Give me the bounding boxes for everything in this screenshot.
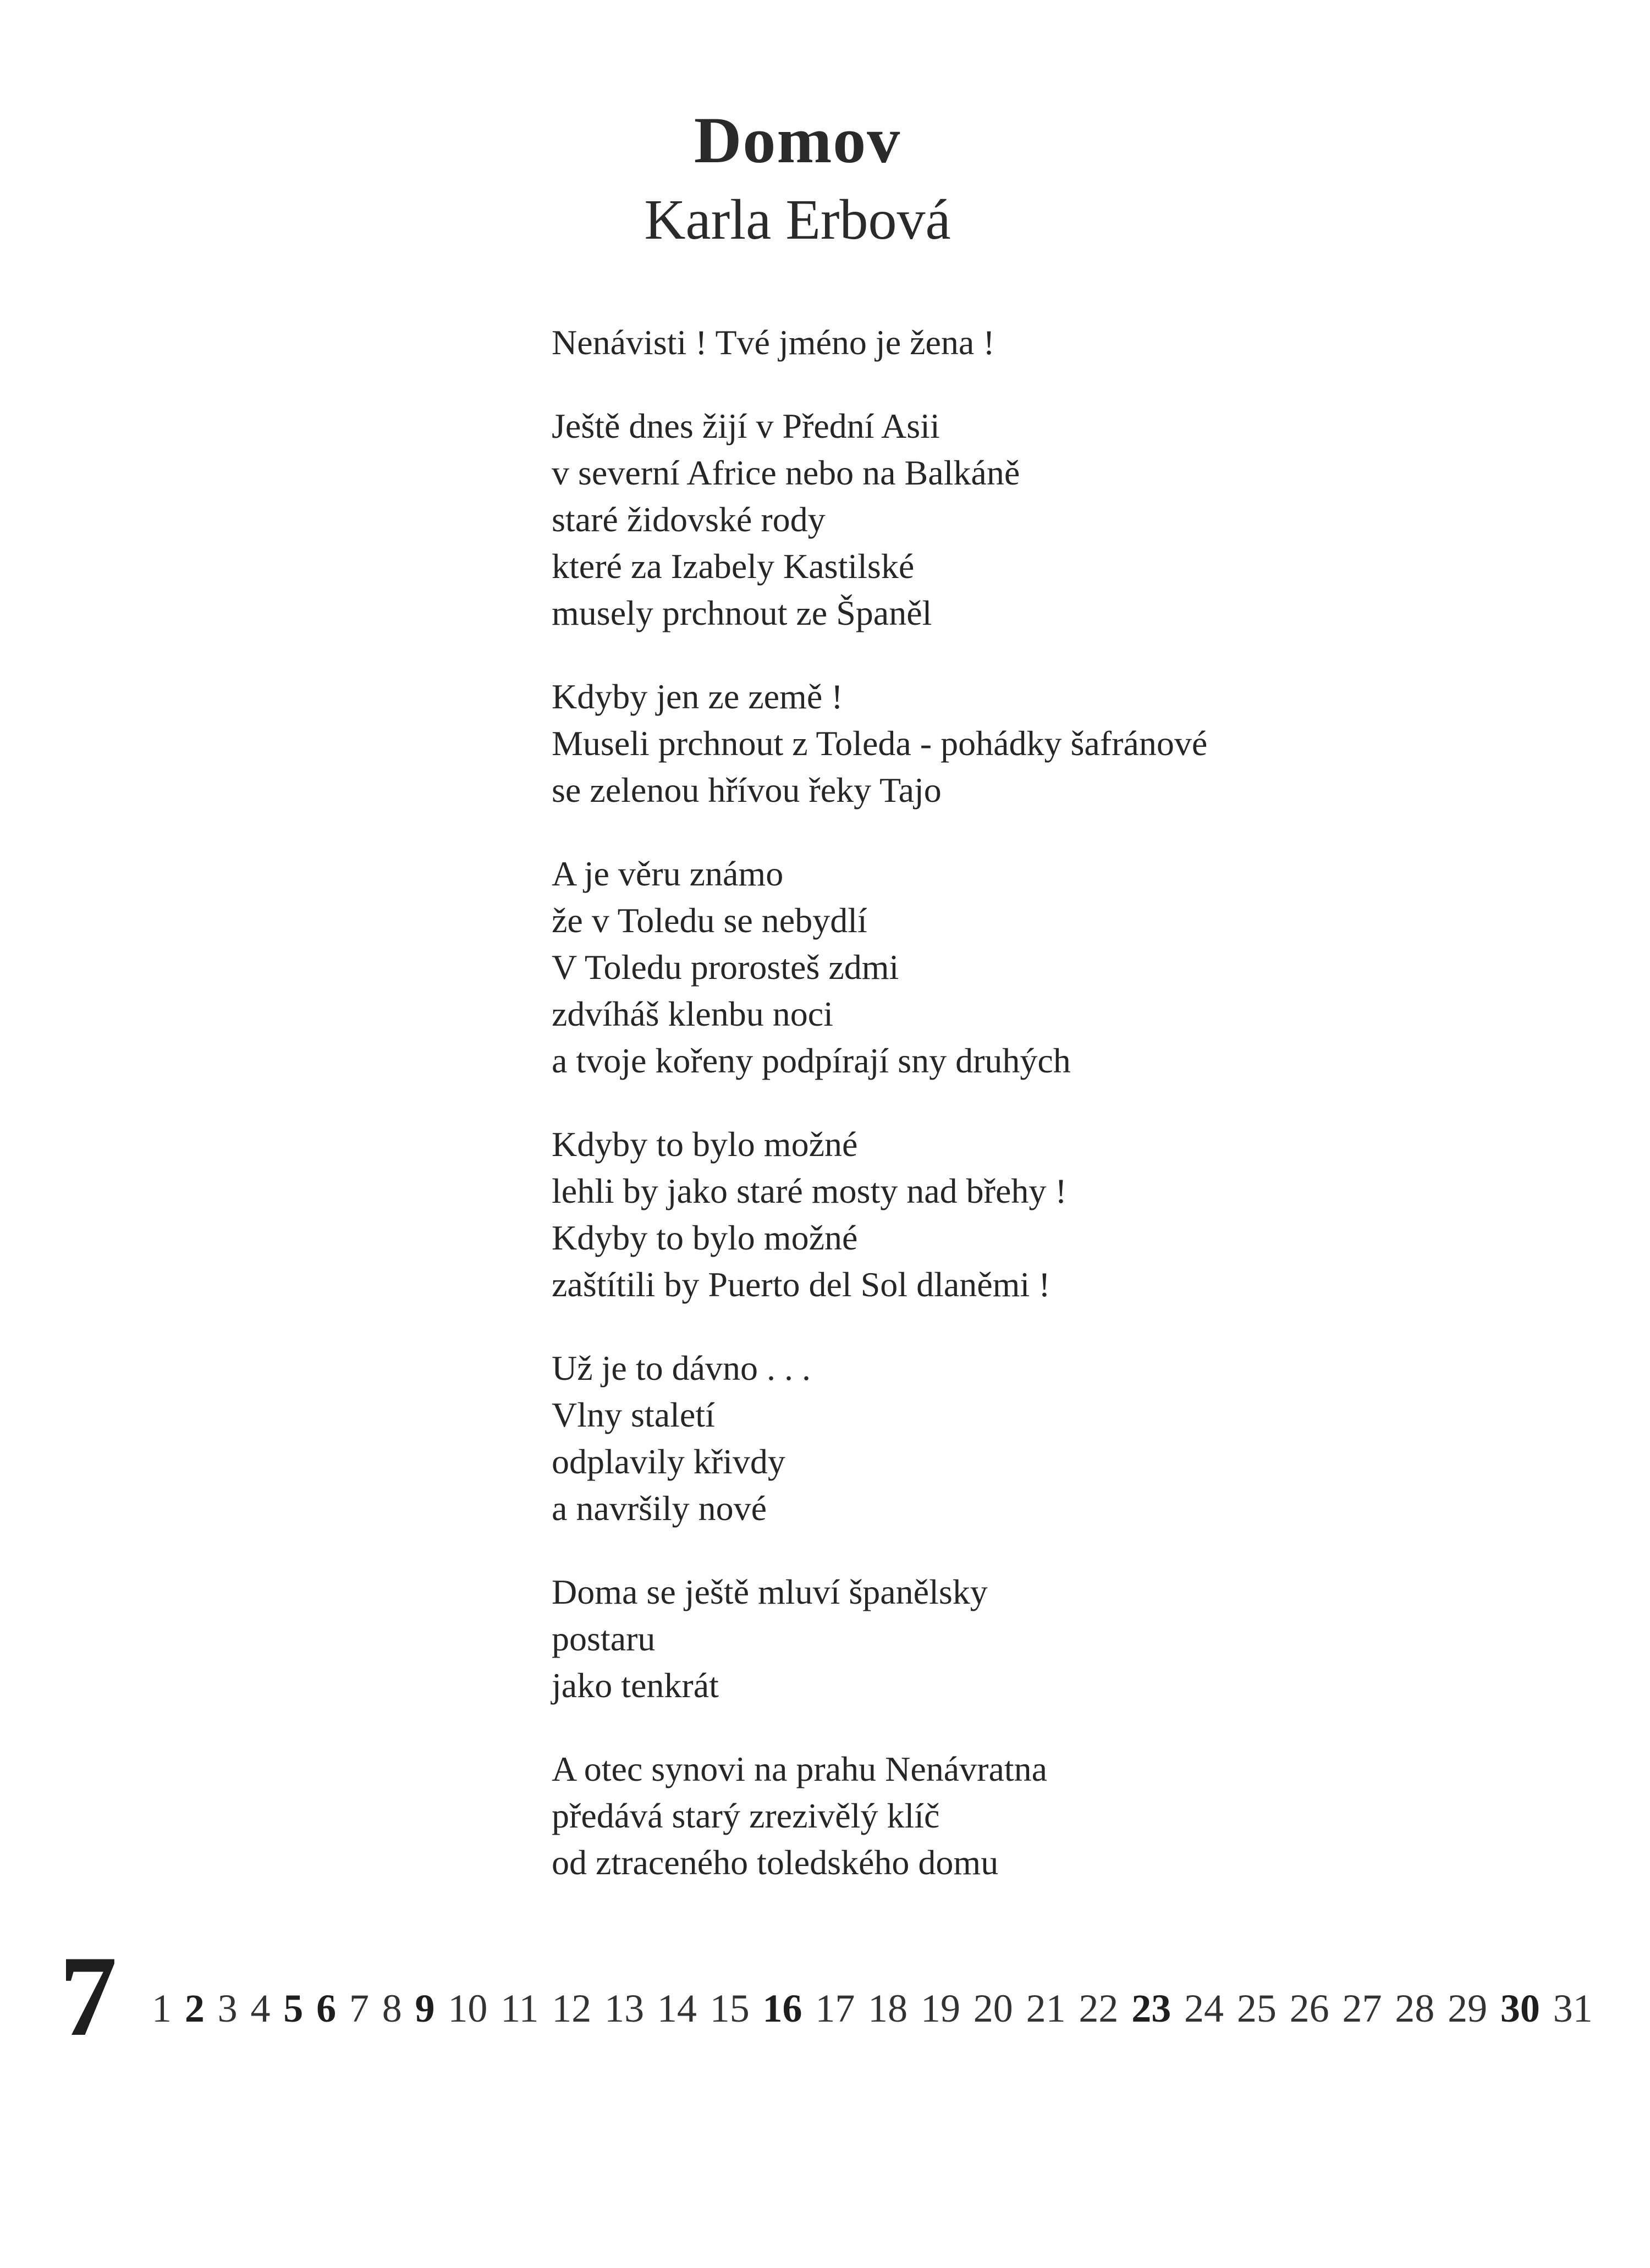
poem-line: Nenávisti ! Tvé jméno je žena ! xyxy=(552,323,995,362)
calendar-day: 24 xyxy=(1184,1986,1224,2030)
calendar-day: 7 xyxy=(349,1986,369,2030)
poem-line: Už je to dávno . . . xyxy=(552,1348,811,1388)
poem-stanza xyxy=(552,673,1597,813)
poem-line: předává starý zrezivělý klíč xyxy=(552,1796,940,1835)
poem-line: a navršily nové xyxy=(552,1489,767,1528)
calendar-day: 13 xyxy=(604,1986,645,2030)
calendar-day: 12 xyxy=(552,1986,592,2030)
calendar-day: 29 xyxy=(1448,1986,1488,2030)
poem-line: Museli prchnout z Toleda - pohádky šafránové xyxy=(552,724,1208,763)
calendar-day: 8 xyxy=(382,1986,402,2030)
poem-line: Kdyby to bylo možné xyxy=(552,1125,858,1164)
poem-title: Domov xyxy=(694,103,901,177)
calendar-day: 10 xyxy=(448,1986,488,2030)
calendar-day: 14 xyxy=(657,1986,697,2030)
poem-line: Vlny staletí xyxy=(552,1395,715,1434)
poem-line: Doma se ještě mluví španělsky xyxy=(552,1572,988,1611)
poem-line: odplavily křivdy xyxy=(552,1442,785,1481)
poem-line: Ještě dnes žijí v Přední Asii xyxy=(552,406,940,445)
calendar-day: 5 xyxy=(283,1986,304,2030)
calendar-day: 19 xyxy=(920,1986,960,2030)
calendar-day: 30 xyxy=(1500,1986,1540,2030)
poem-line: které za Izabely Kastilské xyxy=(552,547,915,586)
month-number: 7 xyxy=(59,1933,117,2060)
poem-line: se zelenou hřívou řeky Tajo xyxy=(552,770,942,810)
calendar-day: 23 xyxy=(1131,1986,1172,2030)
poem-stanza xyxy=(552,1121,1597,1308)
poem-line: od ztraceného toledského domu xyxy=(552,1843,999,1882)
calendar-day: 20 xyxy=(973,1986,1013,2030)
poem-line: zdvíháš klenbu noci xyxy=(552,994,833,1033)
poem-line: musely prchnout ze Španěl xyxy=(552,593,932,632)
poem-stanza xyxy=(552,1568,1597,1709)
poem-stanza xyxy=(552,319,1597,366)
calendar-day: 31 xyxy=(1553,1986,1593,2030)
poem-author: Karla Erbová xyxy=(644,188,951,251)
poem-line: A je věru známo xyxy=(552,854,784,893)
poem-line: a tvoje kořeny podpírají sny druhých xyxy=(552,1041,1071,1080)
poem-line: staré židovské rody xyxy=(552,500,826,539)
poem-line: lehli by jako staré mosty nad břehy ! xyxy=(552,1171,1067,1210)
calendar-day: 4 xyxy=(250,1986,271,2030)
poem-line: jako tenkrát xyxy=(552,1666,719,1705)
calendar-day: 17 xyxy=(815,1986,855,2030)
calendar-day: 26 xyxy=(1289,1986,1329,2030)
calendar-day: 9 xyxy=(415,1986,435,2030)
poem-line: A otec synovi na prahu Nenávratna xyxy=(552,1749,1048,1788)
calendar-day: 22 xyxy=(1079,1986,1119,2030)
calendar-day: 27 xyxy=(1342,1986,1382,2030)
poem-stanza xyxy=(552,1746,1597,1886)
calendar-day: 21 xyxy=(1026,1986,1066,2030)
poem-line: Kdyby jen ze země ! xyxy=(552,677,843,716)
calendar-day: 28 xyxy=(1395,1986,1435,2030)
poem-line: že v Toledu se nebydlí xyxy=(552,901,867,940)
calendar-day: 1 xyxy=(152,1986,172,2030)
poem-stanza xyxy=(552,850,1597,1084)
poem-line: Kdyby to bylo možné xyxy=(552,1218,858,1257)
calendar-day: 6 xyxy=(316,1986,337,2030)
poem-line: V Toledu prorosteš zdmi xyxy=(552,948,899,987)
poem-line: postaru xyxy=(552,1619,656,1658)
calendar-day: 11 xyxy=(501,1986,539,2030)
calendar-day: 25 xyxy=(1236,1986,1277,2030)
calendar-day-row xyxy=(152,1984,1593,2033)
poem-stanza xyxy=(552,403,1597,636)
poem-body xyxy=(552,319,1597,1923)
calendar-day: 3 xyxy=(217,1986,238,2030)
calendar-day: 2 xyxy=(184,1986,205,2030)
calendar-day: 18 xyxy=(868,1986,908,2030)
poem-stanza xyxy=(552,1345,1597,1532)
poem-line: zaštítili by Puerto del Sol dlaněmi ! xyxy=(552,1265,1050,1304)
poem-line: v severní Africe nebo na Balkáně xyxy=(552,453,1020,492)
calendar-day: 16 xyxy=(762,1986,802,2030)
calendar-day: 15 xyxy=(710,1986,750,2030)
